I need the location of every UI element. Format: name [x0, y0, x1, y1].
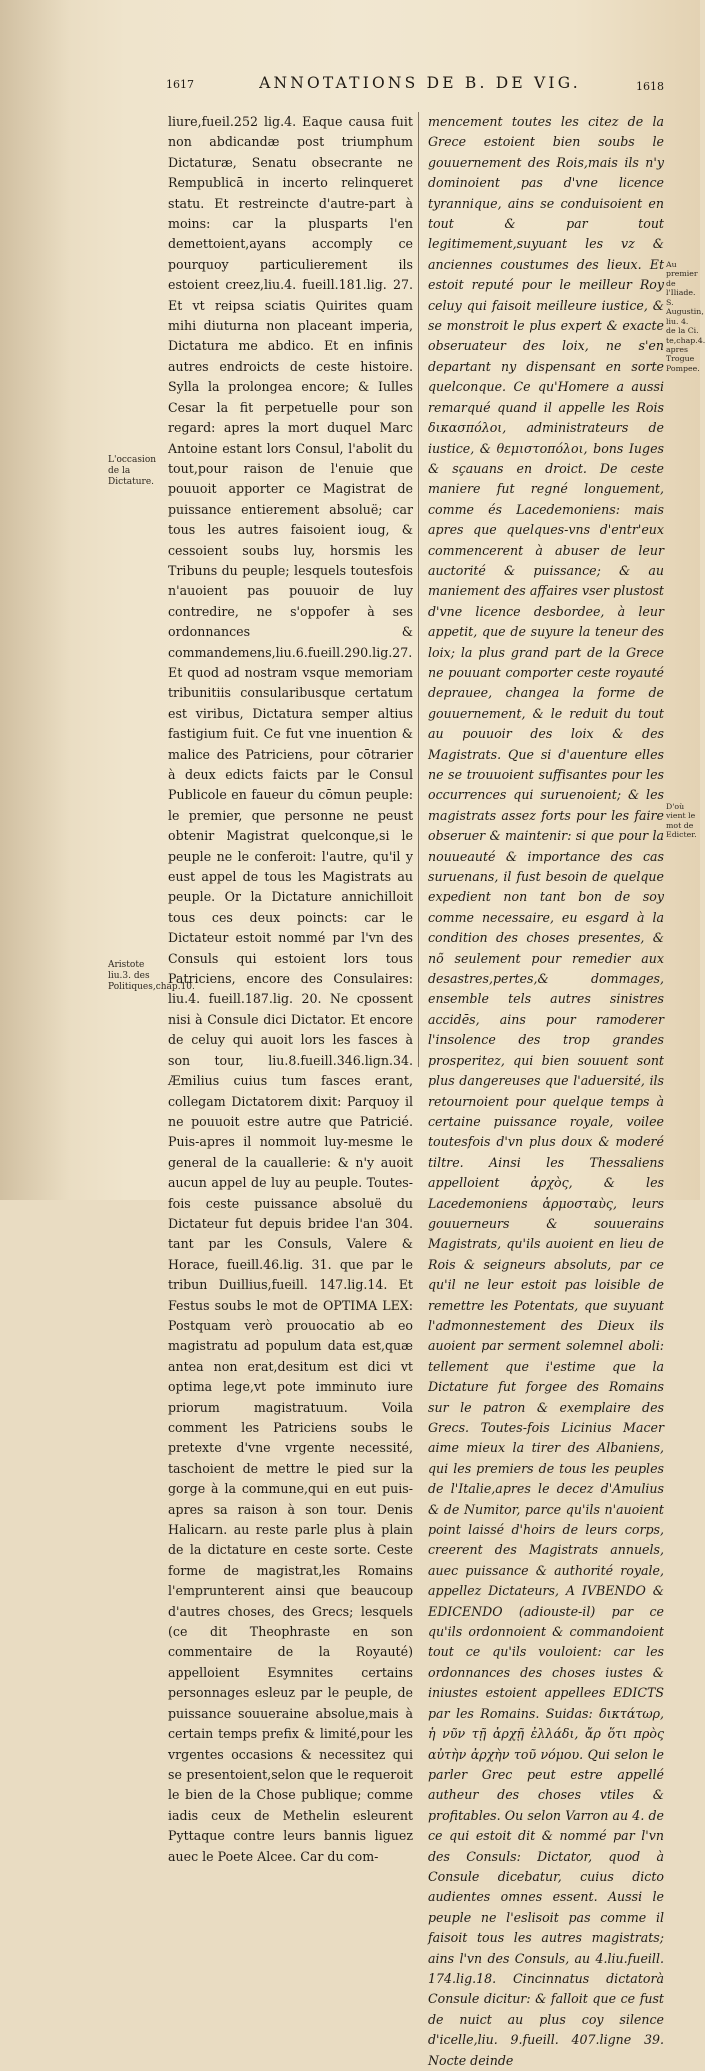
margin-note-occasion: L'occasion de la Dictature.: [108, 455, 157, 487]
page-header: [0, 70, 700, 106]
left-text-column: [168, 112, 413, 1867]
right-page-number: 1618: [636, 80, 664, 93]
margin-note-iliade: Au premier de l'Iliade.: [666, 260, 698, 298]
left-column-text: liure,fueil.252 lig.4. Eaque causa fuit non abdicandæ post triumphum Dictaturæ, Senatu obsecrante ne Rempublicā in incerto relinqueret statu. Et restreincte d'autre-part à moins: car la plusparts l'en demettoient,ayans accomply ce pourquoy particulierement ils estoient creez,liu.4. fueill.181.lig. 27. Et vt reipsa sciatis Quirites quam mihi diuturna non placeant imperia, Dictatura me abdico. Et en infinis autres endroicts de ceste histoire. Sylla la prolongea encore; & Iulles Cesar la fit perpetuelle pour son regard: apres la mort duquel Marc Antoine estant lors Consul, l'abolit du tout,pour raison de l'enuie que pouuoit apporter ce Magistrat de puissance entierement absoluë; car tous les autres faisoient ioug, & cessoient soubs luy, horsmis les Tribuns du peuple; lesquels toutesfois n'auoient pas pouuoir de luy contredire, ne s'oppofer à ses ordonnances & commandemens,liu.6.fueill.290.lig.27. Et quod ad nostram vsque memoriam tribunitiis consularibusque certatum est viribus, Dictatura semper altius fastigium fuit. Ce fut vne inuention & malice des Patriciens, pour cōtrarier à deux edicts faicts par le Consul Publicole en faueur du cōmun peuple: le premier, que personne ne peust obtenir Magistrat quelconque,si le peuple ne le conferoit: l'autre, qu'il y eust appel de tous les Magistrats au peuple. Or la Dictature annichilloit tous ces deux poincts: car le Dictateur estoit nommé par l'vn des Consuls qui estoient lors tous Patriciens, encore des Consulaires: liu.4. fueill.187.lig. 20. Ne cpossent nisi à Consule dici Dictator. Et encore de celuy qui auoit lors les fasces à son tour, liu.8.fueill.346.lign.34. Æmilius cuius tum fasces erant, collegam Dictatorem dixit: Parquoy il ne pouuoit estre autre que Patricié. Puis-apres il nommoit luy-mesme le general de la cauallerie: & n'y auoit aucun appel de luy au peuple. Toutes-fois ceste puissance absoluë du Dictateur fut depuis bridee l'an 304. tant par les Consuls, Valere & Horace, fueill.46.lig. 31. que par le tribun Duillius,fueill. 147.lig.14. Et Festus soubs le mot de OPTIMA LEX: Postquam verò prouocatio ab eo magistratu ad populum data est,quæ antea non erat,desitum est dici vt optima lege,vt pote imminuto iure priorum magistratuum. Voila comment les Patriciens soubs le pretexte d'vne vrgente necessité, taschoient de mettre le pied sur la gorge à la commune,qui en eut puis-apres sa raison à son tour. Denis Halicarn. au reste parle plus à plain de la dictature en ceste sorte. Ceste forme de magistrat,les Romains l'emprunterent ainsi que beaucoup d'autres choses, des Grecs; lesquels (ce dit Theophraste en son commentaire de la Royauté) appelloient Esymnites certains personnages esleuz par le peuple, de puissance souueraine absolue,mais à certain temps prefix & limité,pour les vrgentes occasions & necessitez qui se presentoient,selon que le requeroit le bien de la Chose publique; comme iadis ceux de Methelin esleurent Pyttaque contre leurs bannis liguez auec le Poete Alcee. Car du com-: [168, 114, 413, 1864]
running-title: ANNOTATIONS DE B. DE VIG.: [259, 74, 581, 92]
right-text-column: [428, 112, 664, 2071]
margin-note-edicter: D'où vient le mot de Edicter.: [666, 802, 697, 840]
margin-note-aristote: Aristote liu.3. des Politiques,chap.10.: [108, 960, 195, 992]
right-column-text: mencement toutes les citez de la Grece estoient bien soubs le gouuernement des Rois,mais ils n'y dominoient pas d'vne licence tyrannique, ains se conduisoient en tout & par tout legitimement,suyuant les vz & anciennes coustumes des lieux. Et estoit reputé pour le meilleur Roy celuy qui faisoit meilleure iustice, & se monstroit le plus expert & exacte obseruateur des loix, ne s'en departant ny dispensant en sorte quelconque. Ce qu'Homere a aussi remarqué quand il appelle les Rois δικασπόλοι, administrateurs de iustice, & θεμιστοπόλοι, bons Iuges & sçauans en droict. De ceste maniere fut regné longuement, comme és Lacedemoniens: mais apres que quelques-vns d'entr'eux commencerent à abuser de leur auctorité & puissance; & au maniement des affaires vser plustost d'vne licence desbordee, à leur appetit, que de suyure la teneur des loix; la plus grand part de la Grece ne pouuant comporter ceste royauté deprauee, changea la forme de gouuernement, & le reduit du tout au pouuoir des loix & des Magistrats. Que si d'auenture elles ne se trouuoient suffisantes pour les occurrences qui suruenoient; & les magistrats assez forts pour les faire obseruer & maintenir: si que pour la nouueauté & importance des cas suruenans, il fust besoin de quelque expedient non tant bon de soy comme necessaire, eu esgard à la condition des choses presentes, & nõ seulement pour remedier aux desastres,pertes,& dommages, ensemble tels autres sinistres accidēs, ains pour ramoderer l'insolence des trop grandes prosperitez, qui bien souuent sont plus dangereuses que l'aduersité, ils retournoient pour quelque temps à certaine puissance royale, voilee toutesfois d'vn plus doux & moderé tiltre. Ainsi les Thessaliens appelloient ἀρχὸς, & les Lacedemoniens ἁρμοσταὺς, leurs gouuerneurs & souuerains Magistrats, qu'ils auoient en lieu de Rois & seigneurs absoluts, par ce qu'il ne leur estoit pas loisible de remettre les Potentats, que suyuant l'admonnestement des Dieux ils auoient par serment solemnel aboli: tellement que i'estime que la Dictature fut forgee des Romains sur le patron & exemplaire des Grecs. Toutes-fois Licinius Macer aime mieux la tirer des Albaniens, qui les premiers de tous les peuples de l'Italie,apres le decez d'Amulius & de Numitor, parce qu'ils n'auoient point laissé d'hoirs de leurs corps, creerent des Magistrats annuels, auec puissance & authorité royale, appellez Dictateurs, A IVBENDO & EDICENDO (adiouste-il) par ce qu'ils ordonnoient & commandoient tout ce qu'ils vouloient: car les ordonnances des choses iustes & iniustes estoient appellees EDICTS par les Romains. Suidas: δικτάτωρ, ἡ νῦν τῇ ἀρχῇ ἐλλάδι, ἄρ ὅτι πρὸς αὐτὴν ἀρχὴν τοῦ νόμου. Qui selon le parler Grec peut estre appellé autheur des choses vtiles & profitables. Ou selon Varron au 4. de ce qui estoit dit & nommé par l'vn des Consuls: Dictator, quod à Consule dicebatur, cuius dicto audientes omnes essent. Aussi le peuple ne l'eslisoit pas comme il faisoit tous les autres magistrats; ains l'vn des Consuls, au 4.liu.fueill. 174.lig.18. Cincinnatus dictatorà Consule dicitur: & falloit que ce fust de nuict au plus coy silence d'icelle,liu. 9.fueill. 407.ligne 39. Nocte deinde: [428, 114, 664, 2068]
column-divider: [418, 112, 419, 1067]
gutter-shadow: [0, 0, 70, 1200]
margin-note-augustin: S. Augustin, liu. 4. de la Ci. te,chap.4. apres Trogue Pompee.: [666, 298, 705, 373]
left-page-number: 1617: [166, 78, 194, 91]
